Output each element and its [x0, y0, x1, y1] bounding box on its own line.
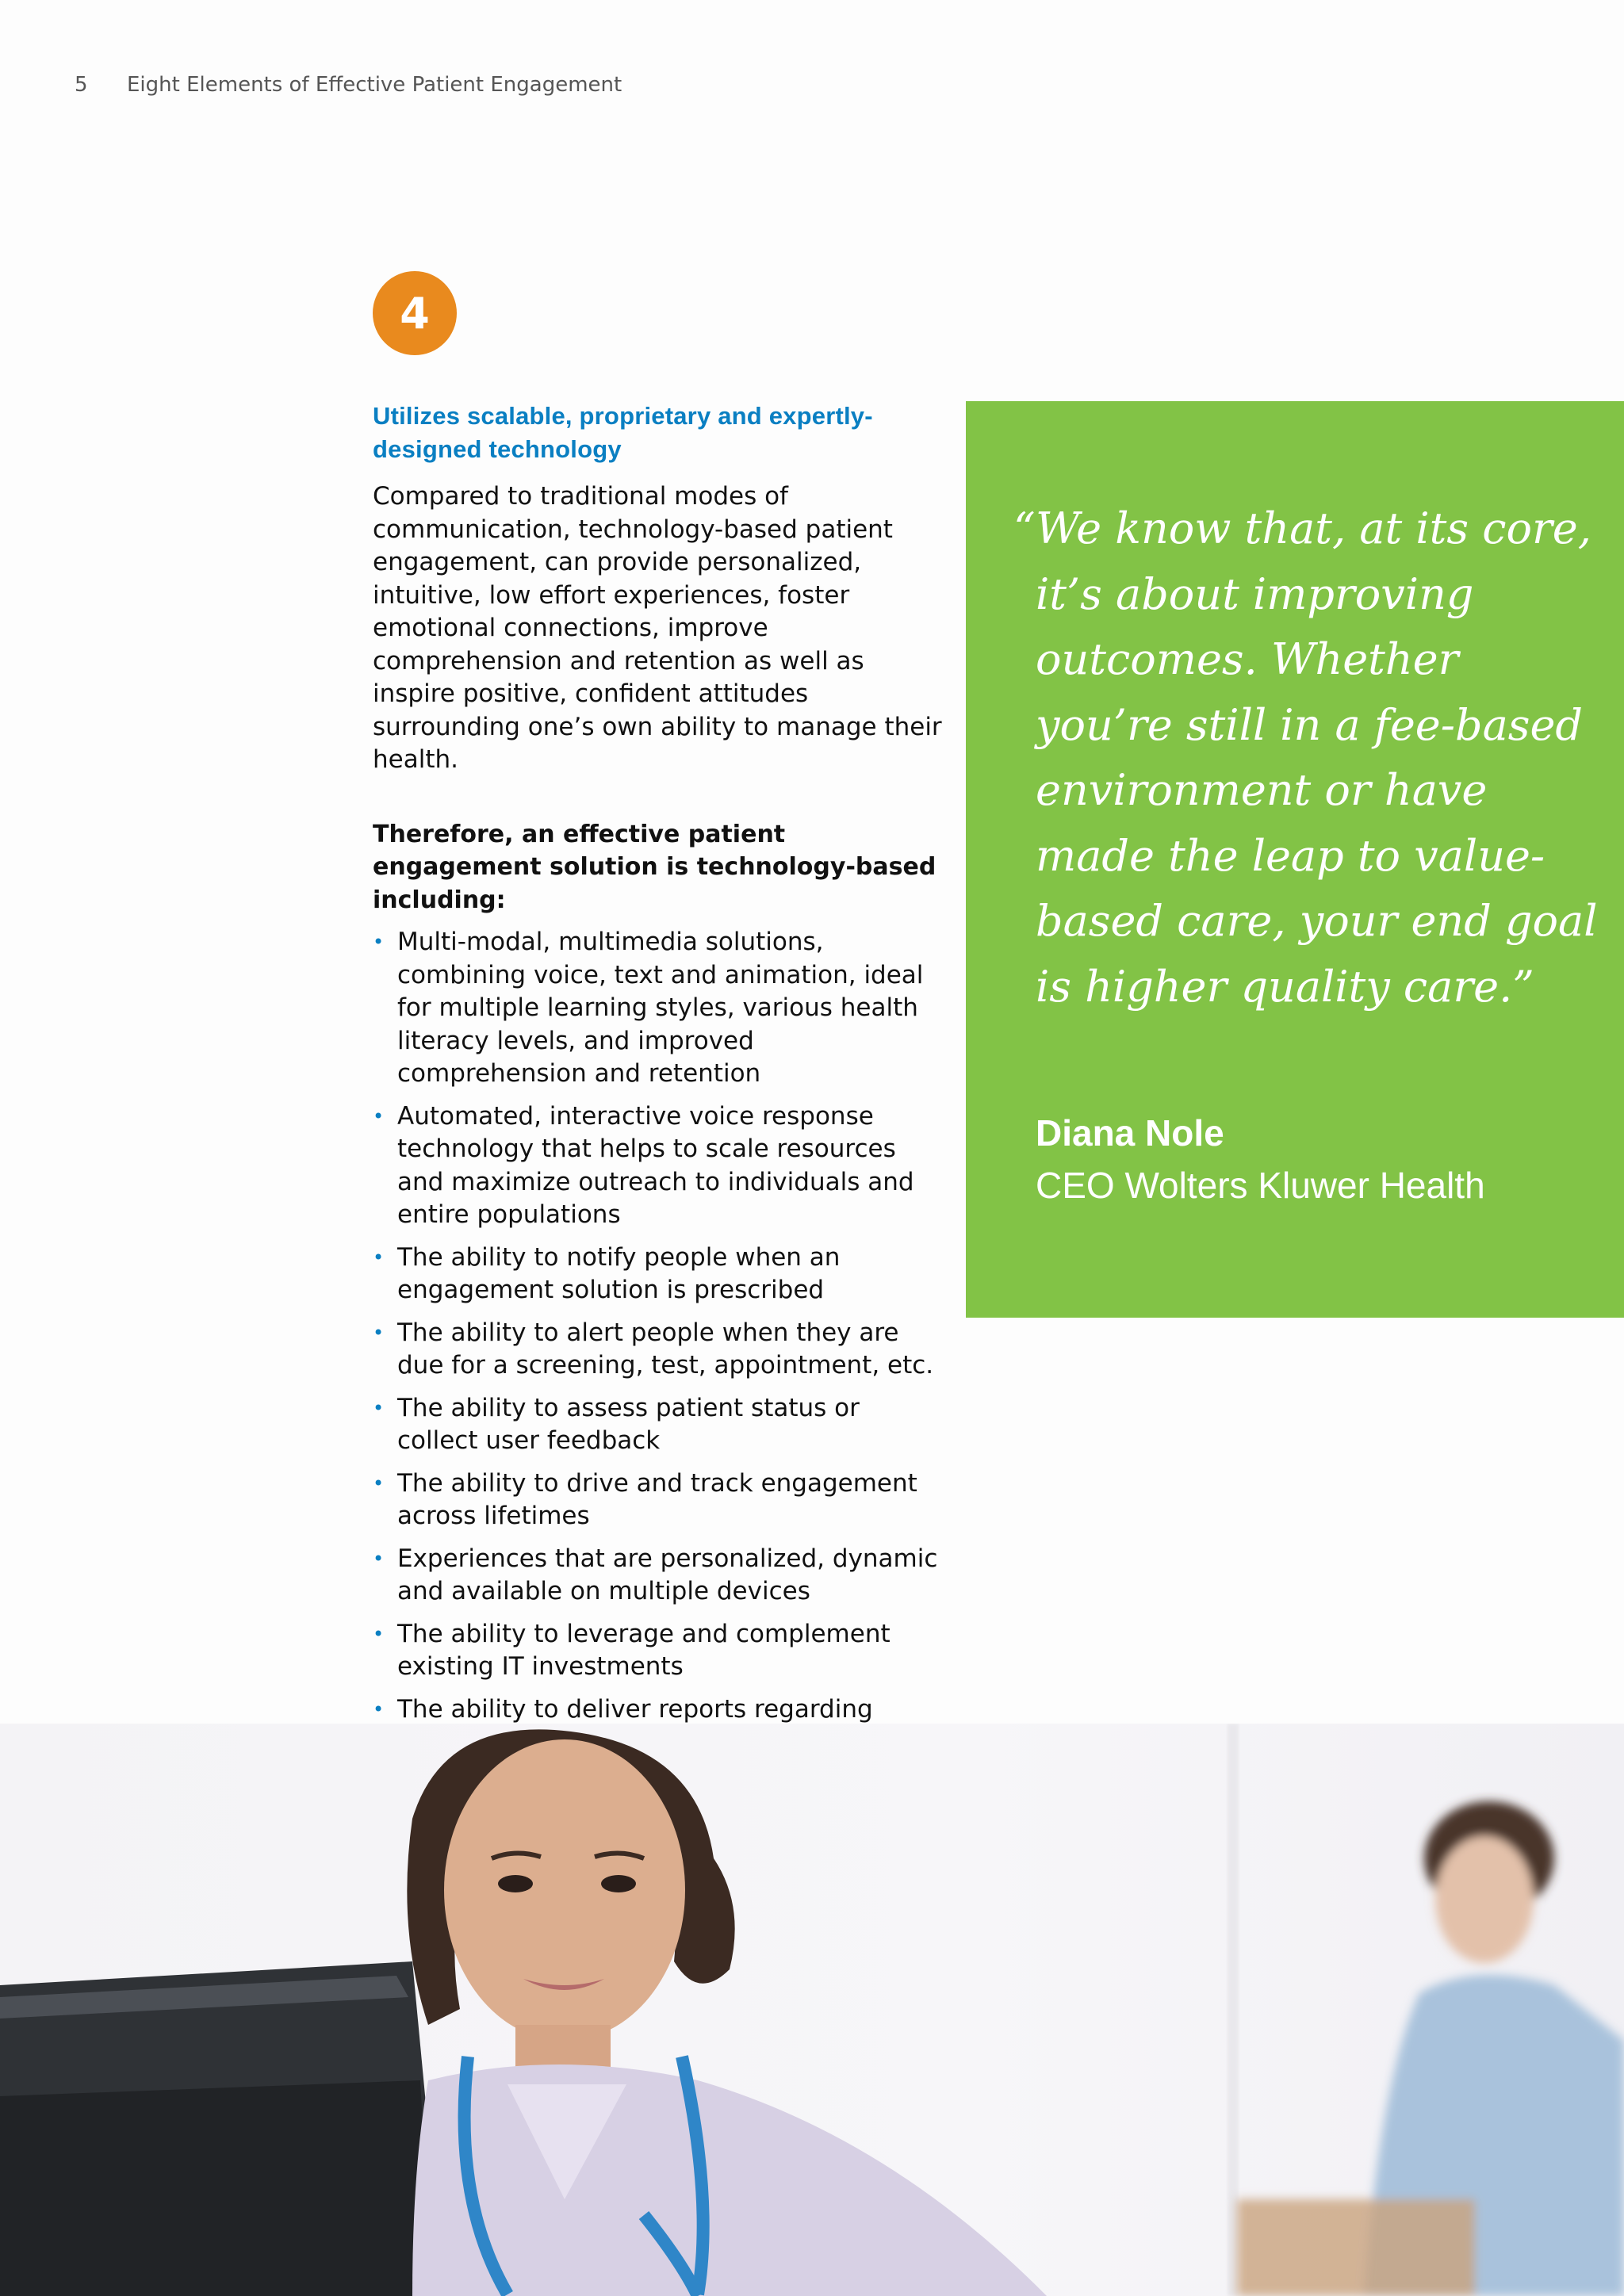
photo-illustration	[0, 1724, 1624, 2296]
section-intro: Compared to traditional modes of communication, technology-based patient engagement, can provide personalized, intuitive, low effort experiences, foster emotional connections, improve comprehension and retention as well as inspire positive, confident attitudes surrounding one’s own ability to manage their health.	[373, 482, 942, 774]
open-quote-mark: “	[1013, 503, 1036, 553]
section-content	[373, 400, 944, 1769]
bullet-icon: •	[373, 1697, 385, 1720]
feature-list	[373, 926, 944, 1759]
pull-quote-text	[1013, 496, 1607, 1020]
list-item: • Multi-modal, multimedia solutions, combining voice, text and animation, ideal for multiple learning styles, various health literacy levels, and improved comprehension and retention	[373, 928, 924, 1088]
bullet-icon: •	[373, 1471, 385, 1494]
list-item: • The ability to drive and track engagement across lifetimes	[373, 1468, 917, 1530]
list-item: • The ability to notify people when an engagement solution is prescribed	[373, 1242, 841, 1304]
page-number: 5	[75, 73, 88, 97]
quote-author-name: Diana Nole	[1036, 1112, 1224, 1154]
list-item: • Automated, interactive voice response technology that helps to scale resources and maximize outreach to individuals and entire populations	[373, 1101, 914, 1229]
bullet-icon: •	[373, 1622, 385, 1645]
section-heading: Utilizes scalable, proprietary and expertly-designed technology	[373, 402, 873, 463]
section-subheading: Therefore, an effective patient engagement solution is technology-based including:	[373, 820, 936, 914]
pull-quote-box	[966, 401, 1624, 1318]
quote-body: We know that, at its core, it’s about improving outcomes. Whether you’re still in a fee-based environment or have made the leap to value-based care, your end goal is higher quality care.”	[1036, 503, 1598, 1012]
list-item: • The ability to assess patient status or collect user feedback	[373, 1393, 860, 1455]
list-item: • Experiences that are personalized, dynamic and available on multiple devices	[373, 1544, 938, 1605]
clinician-photo	[0, 1724, 1624, 2296]
quote-author-title: CEO Wolters Kluwer Health	[1036, 1165, 1485, 1206]
bullet-icon: •	[373, 931, 385, 953]
bullet-icon: •	[373, 1321, 385, 1344]
bullet-icon: •	[373, 1547, 385, 1570]
bullet-icon: •	[373, 1104, 385, 1127]
list-item: • The ability to deliver reports regarding	[373, 1693, 944, 1759]
document-title: Eight Elements of Effective Patient Engagement	[127, 73, 622, 97]
list-item: • The ability to alert people when they are due for a screening, test, appointment, etc.	[373, 1318, 934, 1380]
list-item: • The ability to leverage and complement existing IT investments	[373, 1619, 891, 1681]
section-number-badge: 4	[373, 271, 457, 355]
bullet-icon: •	[373, 1246, 385, 1269]
page-header	[75, 73, 622, 97]
bullet-icon: •	[373, 1396, 385, 1419]
